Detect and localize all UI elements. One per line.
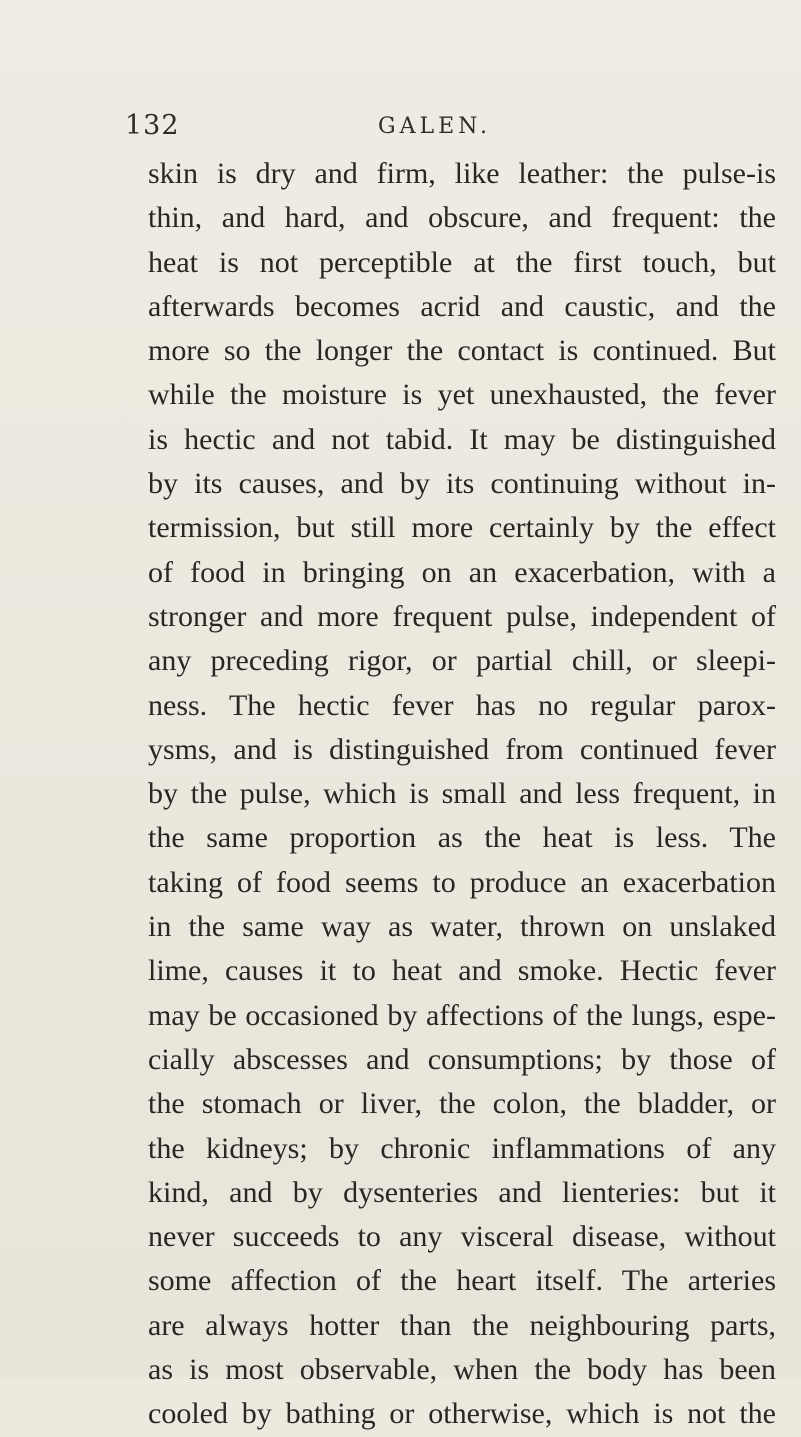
running-head: GALEN.: [378, 114, 491, 139]
text-line: the kidneys; by chronic inflammations of any: [148, 1131, 776, 1165]
text-line: termission, but still more certainly by the effect: [148, 511, 776, 545]
text-line: while the moisture is yet unexhausted, the fever: [148, 378, 776, 412]
text-line: more so the longer the contact is continued. But: [148, 334, 776, 368]
text-line: kind, and by dysenteries and lienteries: but it: [148, 1175, 776, 1209]
text-line: ness. The hectic fever has no regular parox-: [148, 688, 776, 722]
text-line: by the pulse, which is small and less frequent, in: [148, 777, 776, 811]
text-line: heat is not perceptible at the first touch, but: [148, 245, 776, 279]
text-line: by its causes, and by its continuing without in-: [148, 467, 776, 501]
page-number: 132: [125, 110, 180, 141]
text-line: taking of food seems to produce an exacerbation: [148, 865, 776, 899]
text-line: are always hotter than the neighbouring parts,: [148, 1308, 776, 1342]
text-line: afterwards becomes acrid and caustic, and the: [148, 289, 776, 323]
text-line: lime, causes it to heat and smoke. Hectic fever: [148, 954, 776, 988]
text-line: thin, and hard, and obscure, and frequent: the: [148, 201, 776, 235]
body-text: [148, 152, 776, 1437]
text-line: never succeeds to any visceral disease, without: [148, 1220, 776, 1254]
text-line: the stomach or liver, the colon, the bladder, or: [148, 1087, 776, 1121]
text-line: cially abscesses and consumptions; by those of: [148, 1042, 776, 1076]
text-line: of food in bringing on an exacerbation, with a: [148, 555, 776, 589]
text-line: stronger and more frequent pulse, independent of: [148, 599, 776, 633]
text-line: the same proportion as the heat is less. The: [148, 821, 776, 855]
text-line: as is most observable, when the body has been: [148, 1353, 776, 1387]
page-header: [0, 110, 801, 150]
text-line: cooled by bathing or otherwise, which is not the: [148, 1397, 776, 1431]
text-line: ysms, and is distinguished from continued fever: [148, 732, 776, 766]
text-line: some affection of the heart itself. The arteries: [148, 1264, 776, 1298]
text-line: is hectic and not tabid. It may be distinguished: [148, 422, 776, 456]
text-line: any preceding rigor, or partial chill, or sleepi-: [148, 644, 776, 678]
text-line: may be occasioned by affections of the lungs, espe-: [148, 998, 776, 1032]
text-line: skin is dry and firm, like leather: the pulse-is: [148, 157, 776, 190]
text-line: in the same way as water, thrown on unslaked: [148, 910, 776, 944]
